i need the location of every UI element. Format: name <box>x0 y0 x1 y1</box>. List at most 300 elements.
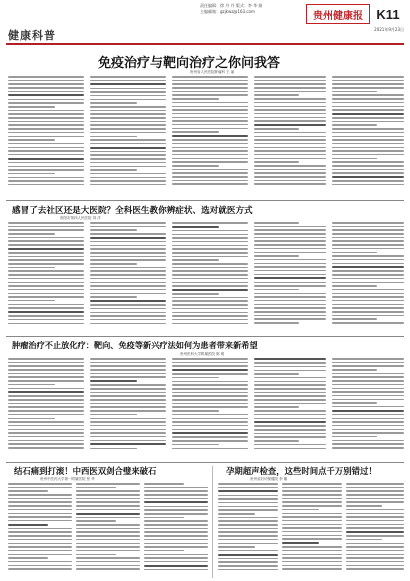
text-line <box>90 226 166 228</box>
text-line <box>8 323 84 325</box>
text-line <box>90 248 166 250</box>
text-line <box>218 569 278 571</box>
text-line <box>172 161 248 163</box>
text-line <box>172 429 248 431</box>
text-line <box>172 421 248 423</box>
text-line <box>172 381 248 383</box>
text-line <box>282 524 342 526</box>
text-line <box>282 542 319 544</box>
text-line <box>144 509 208 511</box>
text-line <box>332 180 404 182</box>
text-line <box>332 98 404 100</box>
text-line <box>172 135 248 137</box>
text-line <box>172 289 248 291</box>
text-line <box>8 513 72 515</box>
text-line <box>90 252 166 254</box>
article-2-byline: 贵阳市第四人民医院 刘 洋 <box>60 216 101 220</box>
text-line <box>332 252 377 254</box>
text-line <box>8 162 84 164</box>
text-line <box>90 229 137 231</box>
text-line <box>332 176 404 178</box>
text-line <box>346 483 404 485</box>
text-line <box>346 501 404 503</box>
text-line <box>8 263 84 265</box>
text-line <box>172 448 248 450</box>
text-line <box>8 222 84 224</box>
text-line <box>218 535 278 537</box>
text-line <box>8 440 84 442</box>
text-line <box>332 391 404 393</box>
text-line <box>90 132 166 134</box>
text-line <box>172 76 248 78</box>
text-line <box>144 487 208 489</box>
text-line <box>8 177 84 179</box>
text-line <box>172 91 248 93</box>
text-line <box>282 535 342 537</box>
text-line <box>8 501 72 503</box>
text-line <box>90 83 166 85</box>
article-1-col-5 <box>332 76 404 196</box>
text-line <box>172 143 248 145</box>
text-line <box>8 80 84 82</box>
text-line <box>172 172 248 174</box>
text-line <box>172 83 248 85</box>
text-line <box>172 377 219 379</box>
text-line <box>172 158 248 160</box>
text-line <box>144 539 208 541</box>
text-line <box>172 410 219 412</box>
text-line <box>254 132 326 134</box>
text-line <box>90 414 137 416</box>
text-line <box>332 365 404 367</box>
text-line <box>144 557 208 559</box>
text-line <box>172 234 248 236</box>
text-line <box>332 184 404 186</box>
article-2-col-2 <box>90 222 166 332</box>
text-line <box>8 300 55 302</box>
text-line <box>8 124 84 126</box>
text-line <box>144 490 208 492</box>
text-line <box>76 565 140 567</box>
text-line <box>90 233 166 235</box>
text-line <box>172 241 248 243</box>
text-line <box>90 365 166 367</box>
text-line <box>76 505 140 507</box>
text-line <box>8 158 84 160</box>
text-line <box>218 509 278 511</box>
text-line <box>76 546 140 548</box>
text-line <box>172 176 248 178</box>
text-line <box>254 362 326 364</box>
text-line <box>8 406 84 408</box>
text-line <box>218 546 255 548</box>
text-line <box>346 550 404 552</box>
text-line <box>76 554 116 556</box>
text-line <box>172 150 248 152</box>
text-line <box>332 443 404 445</box>
text-line <box>332 165 404 167</box>
text-line <box>76 557 140 559</box>
text-line <box>346 490 404 492</box>
text-line <box>90 263 137 265</box>
article-1-col-4 <box>254 76 326 196</box>
text-line <box>8 166 84 168</box>
text-line <box>346 505 382 507</box>
text-line <box>346 513 404 515</box>
text-line <box>332 139 404 141</box>
text-line <box>144 524 208 526</box>
text-line <box>332 358 404 360</box>
text-line <box>254 154 326 156</box>
text-line <box>172 373 248 375</box>
text-line <box>90 418 166 420</box>
text-line <box>8 173 55 175</box>
text-line <box>90 154 166 156</box>
text-line <box>332 380 404 382</box>
text-line <box>8 252 84 254</box>
article-3-byline: 贵州医科大学附属医院 陈 明 <box>180 352 225 356</box>
text-line <box>90 147 166 149</box>
text-line <box>254 169 326 171</box>
text-line <box>254 113 326 115</box>
text-line <box>8 132 84 134</box>
text-line <box>90 76 166 78</box>
text-line <box>332 318 377 320</box>
text-line <box>90 429 166 431</box>
text-line <box>90 117 166 119</box>
text-line <box>332 117 404 119</box>
text-line <box>332 143 404 145</box>
text-line <box>254 147 326 149</box>
text-line <box>332 432 404 434</box>
text-line <box>8 395 84 397</box>
text-line <box>144 535 208 537</box>
text-line <box>254 83 326 85</box>
section-title: 健康科普 <box>8 29 56 42</box>
article-3-col-1 <box>8 358 84 458</box>
text-line <box>76 528 140 530</box>
text-line <box>8 121 84 123</box>
text-line <box>282 501 342 503</box>
text-line <box>8 256 84 258</box>
text-line <box>8 296 84 298</box>
text-line <box>76 524 140 526</box>
text-line <box>90 373 166 375</box>
text-line <box>172 259 219 261</box>
text-line <box>254 124 326 126</box>
text-line <box>254 358 326 360</box>
text-line <box>8 128 84 130</box>
text-line <box>218 565 278 567</box>
text-line <box>172 399 248 401</box>
text-line <box>144 517 184 519</box>
text-line <box>76 501 140 503</box>
text-line <box>172 169 248 171</box>
page-number: K11 <box>376 6 400 22</box>
text-line <box>8 285 84 287</box>
editor-info <box>200 3 300 15</box>
text-line <box>218 520 278 522</box>
text-line <box>254 240 326 242</box>
text-line <box>90 406 166 408</box>
text-line <box>172 267 248 269</box>
article-3-col-2 <box>90 358 166 458</box>
text-line <box>254 406 299 408</box>
text-line <box>254 429 326 431</box>
article-3-col-4 <box>254 358 326 458</box>
text-line <box>172 278 248 280</box>
text-line <box>332 440 404 442</box>
text-line <box>90 392 166 394</box>
text-line <box>332 121 404 123</box>
text-line <box>8 289 84 291</box>
text-line <box>332 369 377 371</box>
text-line <box>172 98 219 100</box>
text-line <box>172 80 248 82</box>
text-line <box>76 509 140 511</box>
text-line <box>332 244 404 246</box>
text-line <box>254 392 326 394</box>
text-line <box>218 502 278 504</box>
text-line <box>144 520 208 522</box>
text-line <box>282 490 342 492</box>
text-line <box>8 307 84 309</box>
text-line <box>8 550 72 552</box>
text-line <box>8 319 84 321</box>
text-line <box>90 88 166 90</box>
text-line <box>254 285 326 287</box>
article-5-col-2 <box>282 483 342 577</box>
text-line <box>90 110 166 112</box>
text-line <box>332 113 404 115</box>
text-line <box>172 392 248 394</box>
text-line <box>90 388 166 390</box>
text-line <box>282 550 342 552</box>
text-line <box>8 180 84 182</box>
text-line <box>332 421 404 423</box>
text-line <box>332 436 377 438</box>
text-line <box>218 550 278 552</box>
text-line <box>172 362 248 364</box>
text-line <box>172 113 248 115</box>
text-line <box>332 406 404 408</box>
text-line <box>332 410 404 412</box>
text-line <box>332 158 377 160</box>
text-line <box>8 509 72 511</box>
article-4-col-2 <box>76 483 140 577</box>
text-line <box>172 131 219 133</box>
text-line <box>254 307 326 309</box>
text-line <box>172 248 248 250</box>
text-line <box>332 109 404 111</box>
text-line <box>8 524 48 526</box>
text-line <box>172 432 248 434</box>
text-line <box>8 240 84 242</box>
text-line <box>332 300 404 302</box>
text-line <box>8 490 48 492</box>
text-line <box>90 448 137 450</box>
text-line <box>332 376 404 378</box>
text-line <box>218 506 278 508</box>
text-line <box>254 388 326 390</box>
text-line <box>346 516 404 518</box>
text-line <box>218 528 278 530</box>
text-line <box>76 535 140 537</box>
text-line <box>8 147 84 149</box>
text-line <box>76 531 140 533</box>
text-line <box>254 139 326 141</box>
text-line <box>90 312 166 314</box>
text-line <box>332 296 404 298</box>
text-line <box>172 237 248 239</box>
text-line <box>254 98 326 100</box>
text-line <box>8 554 72 556</box>
text-line <box>90 440 166 442</box>
text-line <box>8 117 84 119</box>
text-line <box>254 226 326 228</box>
text-line <box>76 568 140 570</box>
text-line <box>254 94 299 96</box>
article-5-byline: 贵州省妇幼保健院 李 娜 <box>250 477 288 481</box>
text-line <box>76 561 140 563</box>
text-line <box>90 270 166 272</box>
text-line <box>254 289 299 291</box>
text-line <box>90 304 166 306</box>
text-line <box>8 267 55 269</box>
text-line <box>254 87 326 89</box>
text-line <box>172 120 248 122</box>
text-line <box>8 373 84 375</box>
text-line <box>332 304 404 306</box>
text-line <box>332 91 377 93</box>
text-line <box>218 561 278 563</box>
text-line <box>332 282 404 284</box>
text-line <box>346 539 382 541</box>
section-divider <box>6 200 404 201</box>
text-line <box>8 516 72 518</box>
text-line <box>8 531 72 533</box>
text-line <box>254 282 326 284</box>
text-line <box>8 136 84 138</box>
text-line <box>8 568 72 570</box>
text-line <box>8 429 84 431</box>
text-line <box>332 150 404 152</box>
text-line <box>172 358 248 360</box>
text-line <box>332 83 404 85</box>
text-line <box>8 106 55 108</box>
text-line <box>254 252 326 254</box>
text-line <box>332 270 404 272</box>
text-line <box>254 421 326 423</box>
section-divider <box>6 336 404 337</box>
text-line <box>346 554 404 556</box>
text-line <box>8 311 84 313</box>
text-line <box>282 509 319 511</box>
text-line <box>254 91 326 93</box>
text-line <box>254 244 326 246</box>
text-line <box>332 322 404 324</box>
text-line <box>346 561 404 563</box>
text-line <box>332 402 377 404</box>
text-line <box>172 297 248 299</box>
text-line <box>8 528 72 530</box>
text-line <box>254 143 326 145</box>
text-line <box>332 429 404 431</box>
text-line <box>254 444 326 446</box>
text-line <box>332 425 404 427</box>
text-line <box>172 109 248 111</box>
text-line <box>282 538 342 540</box>
text-line <box>76 513 140 515</box>
text-line <box>90 432 166 434</box>
text-line <box>332 418 404 420</box>
text-line <box>218 517 278 519</box>
text-line <box>346 535 404 537</box>
text-line <box>282 568 342 570</box>
text-line <box>346 531 404 533</box>
text-line <box>172 139 248 141</box>
text-line <box>218 554 278 556</box>
text-line <box>332 233 404 235</box>
text-line <box>332 384 404 386</box>
text-line <box>8 380 84 382</box>
text-line <box>254 399 326 401</box>
text-line <box>8 539 72 541</box>
text-line <box>346 527 404 529</box>
text-line <box>144 506 208 508</box>
text-line <box>90 384 166 386</box>
text-line <box>332 147 404 149</box>
text-line <box>172 263 248 265</box>
text-line <box>332 161 404 163</box>
text-line <box>144 498 208 500</box>
text-line <box>144 565 208 567</box>
article-1-byline: 贵州省人民医院肿瘤科 王 丽 <box>190 70 235 74</box>
text-line <box>8 535 72 537</box>
text-line <box>254 136 326 138</box>
text-line <box>172 414 248 416</box>
article-4-byline: 贵州中医药大学第一附属医院 张 华 <box>40 477 95 481</box>
text-line <box>8 229 84 231</box>
text-line <box>76 483 140 485</box>
text-line <box>332 263 404 265</box>
text-line <box>254 384 326 386</box>
text-line <box>8 543 72 545</box>
article-3-col-3 <box>172 358 248 458</box>
text-line <box>90 436 166 438</box>
text-line <box>8 113 84 115</box>
text-line <box>254 370 326 372</box>
text-line <box>282 483 342 485</box>
text-line <box>172 395 248 397</box>
text-line <box>172 282 248 284</box>
text-line <box>8 226 84 228</box>
text-line <box>254 150 326 152</box>
article-4-headline: 结石痛到打滚！中西医双剑合璧来破石 <box>14 466 157 476</box>
text-line <box>332 169 404 171</box>
column-divider <box>212 466 213 578</box>
text-line <box>254 248 326 250</box>
text-line <box>172 87 248 89</box>
text-line <box>144 550 184 552</box>
article-2-headline: 感冒了去社区还是大医院？全科医生教你辨症状、选对就医方式 <box>12 206 253 216</box>
text-line <box>8 376 84 378</box>
text-line <box>332 289 404 291</box>
text-line <box>218 495 278 497</box>
newspaper-logo: 贵州健康报 <box>306 4 370 24</box>
article-3-col-5 <box>332 358 404 458</box>
text-line <box>254 109 326 111</box>
